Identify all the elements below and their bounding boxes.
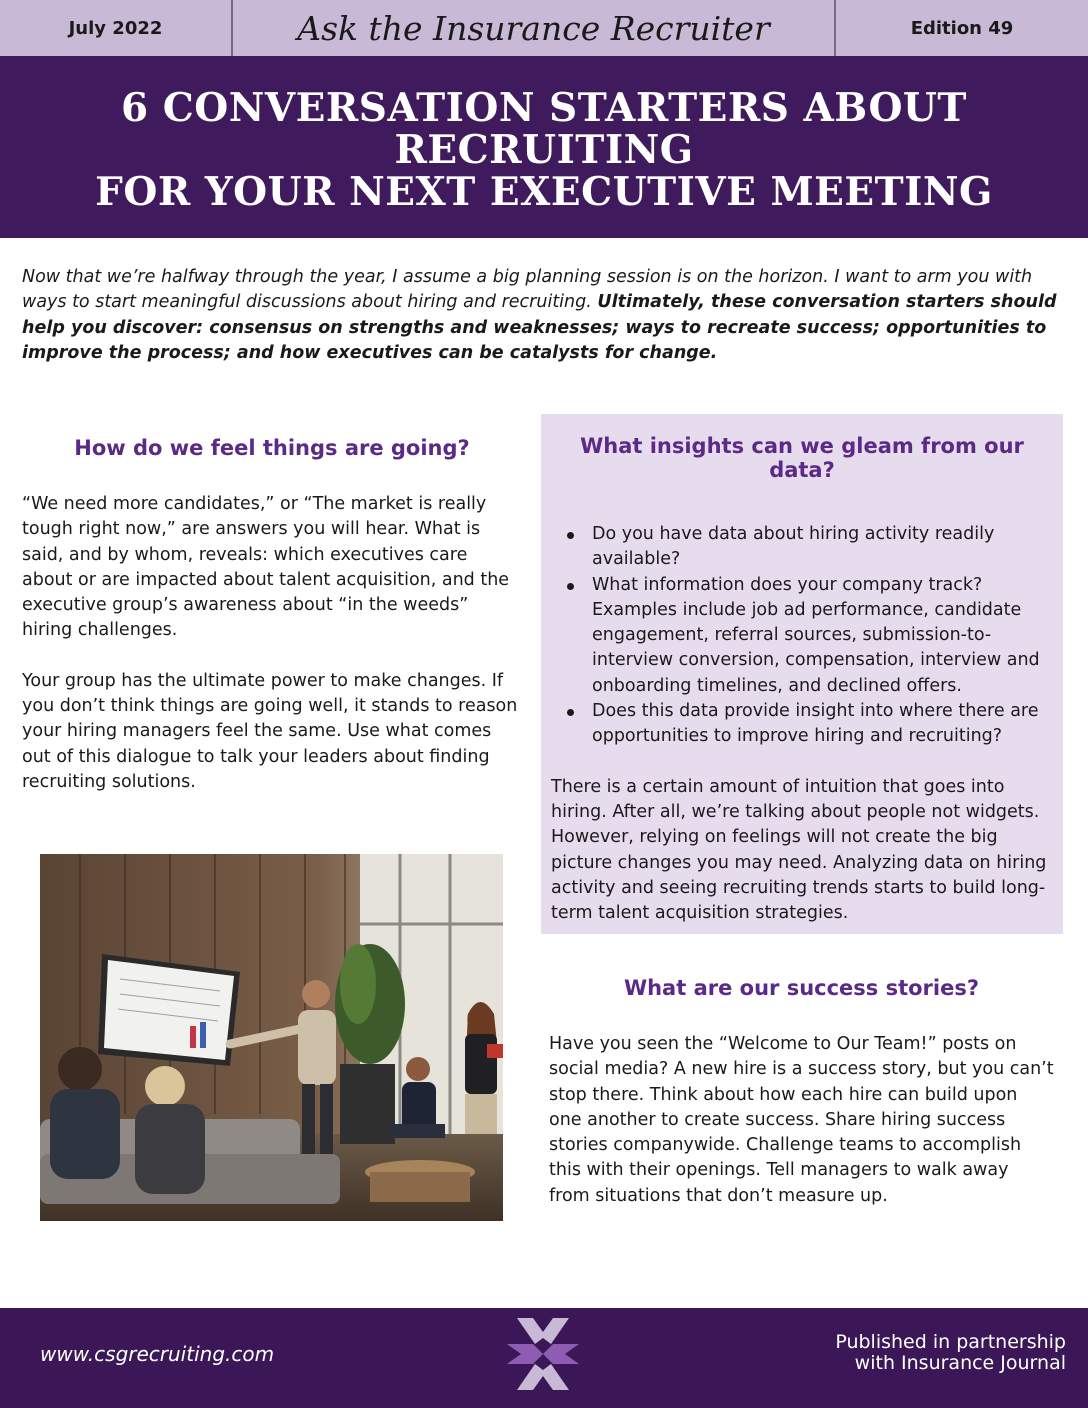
section-feel: [22, 436, 522, 820]
article-title: [0, 81, 1088, 213]
data-question-list: [561, 522, 1053, 750]
issue-date: July 2022: [0, 0, 233, 56]
section-data: [541, 414, 1063, 934]
partnership-note: [835, 1332, 1066, 1374]
meeting-photo: [40, 854, 503, 1221]
top-bar: [0, 0, 1088, 56]
intro-paragraph: [22, 265, 1067, 366]
masthead-title: Ask the Insurance Recruiter: [233, 0, 836, 56]
title-line-2: FOR YOUR NEXT EXECUTIVE MEETING: [95, 169, 993, 215]
website-link[interactable]: www.csgrecruiting.com: [40, 1342, 275, 1366]
list-item: Does this data provide insight into where there are opportunities to improve hiring and recruiting?: [561, 699, 1053, 750]
intro-lead: Now that we’re halfway through the year, I assume a big planning session is on the horizon. I want to arm you with ways to start meaningful discussions about hiring and recruiting.: [22, 267, 1033, 313]
section-data-paragraph: There is a certain amount of intuition that goes into hiring. After all, we’re talking about people not widgets. However, relying on feelings will not create the big picture changes you may need. Analyzing data on hiring activity and seeing recruiting trends starts to build long-term talent acquisition strategies.: [551, 776, 1047, 924]
section-feel-paragraph-2: Your group has the ultimate power to make changes. If you don’t think things are going well, it stands to reason your hiring managers feel the same. Use what comes out of this dialogue to talk your leaders about finding recruiting solutions.: [22, 670, 518, 792]
section-success-heading: What are our success stories?: [623, 976, 980, 1000]
edition-number: Edition 49: [910, 17, 1014, 39]
section-data-heading: What insights can we gleam from our data?: [580, 434, 1024, 482]
section-success: [549, 976, 1054, 1234]
section-feel-paragraph-1: “We need more candidates,” or “The market is really tough right now,” are answers you will hear. What is said, and by whom, reveals: which executives care about or are impacted about talent acquisition, and the executive group’s awareness about “in the weeds” hiring challenges.: [22, 494, 510, 641]
footer: [0, 1308, 1088, 1408]
list-item: Do you have data about hiring activity readily available?: [561, 522, 1053, 573]
partner-line-1: Published in partnership: [835, 1331, 1066, 1353]
csg-logo-icon: [503, 1314, 583, 1394]
title-line-1: 6 CONVERSATION STARTERS ABOUT RECRUITING: [121, 85, 967, 173]
section-feel-heading: How do we feel things are going?: [74, 436, 470, 460]
list-item: What information does your company track? Examples include job ad performance, candidate engagement, referral sources, submission-to-interview conversion, compensation, interview and onboarding timelines, and declined offers.: [561, 573, 1053, 699]
section-success-paragraph: Have you seen the “Welcome to Our Team!” posts on social media? A new hire is a success story, but you can’t stop there. Think about how each hire can build upon one another to create success. Share hiring success stories companywide. Challenge teams to accomplish this with their openings. Tell managers to walk away from situations that don’t measure up.: [549, 1034, 1054, 1206]
partner-line-2: with Insurance Journal: [854, 1352, 1066, 1374]
title-band: [0, 56, 1088, 238]
intro-emphasis: Ultimately, these conversation starters should help you discover: consensus on strengths and weaknesses; ways to recreate success; opportunities to improve the process; and how executives can be catalysts for change.: [22, 292, 1057, 363]
